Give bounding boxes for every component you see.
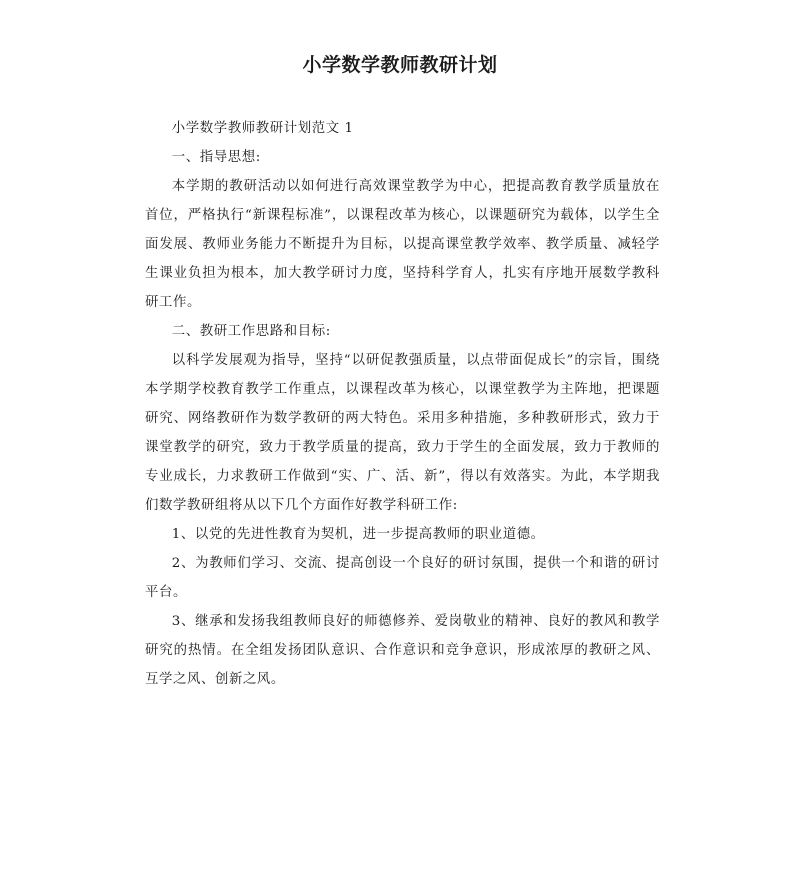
paragraph-guiding-ideology: 本学期的教研活动以如何进行高效课堂教学为中心，把提高教育教学质量放在首位，严格执行“新课程标准”，以课程改革为核心，以课题研究为载体，以学生全面发展、教师业务能力不断提升为目标，以提高课堂教学效率、教学质量、减轻学生课业负担为根本，加大教学研讨力度，坚持科学育人，扎实有序地开展数学教科研工作。: [145, 179, 660, 310]
list-item-1: 1、以党的先进性教育为契机，进一步提高教师的职业道德。: [171, 527, 545, 542]
paragraph-heading-sample: 小学数学教师教研计划范文 1: [171, 121, 354, 136]
section-heading-guiding-ideology: 一、指导思想:: [171, 150, 261, 165]
list-item-2: 2、为教师们学习、交流、提高创设一个良好的研讨氛围，提供一个和谐的研讨平台。: [145, 556, 660, 600]
list-item-3: 3、继承和发扬我组教师良好的师德修养、爱岗敬业的精神、良好的教风和教学研究的热情。在全组发扬团队意识、合作意识和竞争意识，形成浓厚的教研之风、互学之风、创新之风。: [145, 614, 660, 687]
document-body: [145, 114, 660, 694]
section-heading-ideas-goals: 二、教研工作思路和目标:: [171, 324, 331, 339]
document-title: 小学数学教师教研计划: [302, 54, 498, 76]
paragraph-ideas-goals: 以科学发展观为指导，坚持“以研促教强质量，以点带面促成长”的宗旨，围绕本学期学校教育教学工作重点，以课程改革为核心，以课堂教学为主阵地，把课题研究、网络教研作为数学教研的两大特色。采用多种措施，多种教研形式，致力于课堂教学的研究，致力于教学质量的提高，致力于学生的全面发展，致力于教师的专业成长，力求教研工作做到“实、广、活、新”，得以有效落实。为此，本学期我们数学教研组将从以下几个方面作好教学科研工作:: [145, 353, 660, 513]
